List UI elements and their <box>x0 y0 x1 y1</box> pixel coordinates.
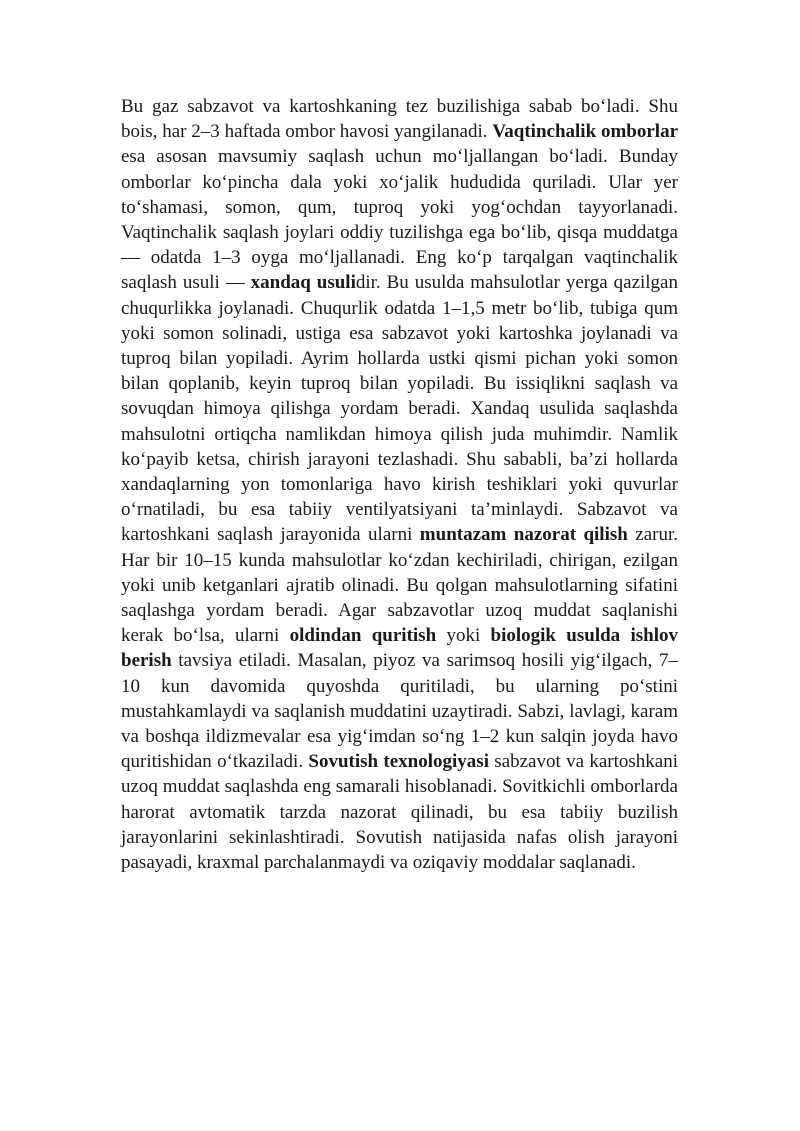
text-segment: yoki <box>436 625 491 647</box>
body-paragraph <box>121 94 678 875</box>
bold-term-muntazam-nazorat: muntazam nazorat qilish <box>419 524 628 546</box>
bold-term-vaqtinchalik-omborlar: Vaqtinchalik omborlar <box>492 121 678 143</box>
text-segment: sabzavot va kartoshkani uzoq muddat saqlashda eng samarali hisoblanadi. Sovitkichli omborlarda harorat avtomatik tarzda nazorat qilinadi, bu esa tabiiy buzilish jarayonlarini sekinlashtiradi. Sovutish natijasida nafas olish jarayoni pasayadi, kraxmal parchalanmaydi va oziqaviy moddalar saqlanadi. <box>121 751 678 874</box>
text-segment: tavsiya etiladi. Masalan, piyoz va sarimsoq hosili yig‘ilgach, 7–10 kun davomida quyoshda quritiladi, bu ularning po‘stini mustahkamlaydi va saqlanish muddatini uzaytiradi. Sabzi, lavlagi, karam va boshqa ildizmevalar esa yig‘imdan so‘ng 1–2 kun salqin joyda havo quritishidan o‘tkaziladi. <box>121 650 678 773</box>
bold-term-xandaq-usuli: xandaq usuli <box>250 272 356 294</box>
text-segment: dir. Bu usulda mahsulotlar yerga qazilgan chuqurlikka joylanadi. Chuqurlik odatda 1–1,5 metr bo‘lib, tubiga qum yoki somon solinadi, ustiga esa sabzavot yoki kartoshka joylanadi va tuproq bilan yopiladi. Ayrim hollarda ustki qismi pichan yoki somon bilan qoplanib, keyin tuproq bilan yopiladi. Bu issiqlikni saqlash va sovuqdan himoya qilishga yordam beradi. Xandaq usulida saqlashda mahsulotni ortiqcha namlikdan himoya qilish juda muhimdir. Namlik ko‘payib ketsa, chirish jarayoni tezlashadi. Shu sababli, ba’zi hollarda xandaqlarning yon tomonlariga havo kirish teshiklari yoki quvurlar o‘rnatiladi, bu esa tabiiy ventilyatsiyani ta’minlaydi. Sabzavot va kartoshkani saqlash jarayonida ularni <box>121 272 678 546</box>
text-segment: zarur. Har bir 10–15 kunda mahsulotlar ko‘zdan kechiriladi, chirigan, ezilgan yoki unib ketganlari ajratib olinadi. Bu qolgan mahsulotlarning sifatini saqlashga yordam beradi. Agar sabzavotlar uzoq muddat saqlanishi kerak bo‘lsa, ularni <box>121 524 678 647</box>
bold-term-biologik-usulda: biologik usulda ishlov berish <box>121 625 678 672</box>
text-segment: Bu gaz sabzavot va kartoshkaning tez buzilishiga sabab bo‘ladi. Shu bois, har 2–3 haftada ombor havosi yangilanadi. <box>121 96 678 143</box>
bold-term-oldindan-quritish: oldindan quritish <box>289 625 437 647</box>
bold-term-sovutish-texnologiyasi: Sovutish texnologiyasi <box>308 751 489 773</box>
text-segment: esa asosan mavsumiy saqlash uchun mo‘ljallangan bo‘ladi. Bunday omborlar ko‘pincha dala yoki xo‘jalik hududida quriladi. Ular yer to‘shamasi, somon, qum, tuproq yoki yog‘ochdan tayyorlanadi. Vaqtinchalik saqlash joylari oddiy tuzilishga ega bo‘lib, qisqa muddatga — odatda 1–3 oyga mo‘ljallanadi. Eng ko‘p tarqalgan vaqtinchalik saqlash usuli — <box>121 146 678 294</box>
